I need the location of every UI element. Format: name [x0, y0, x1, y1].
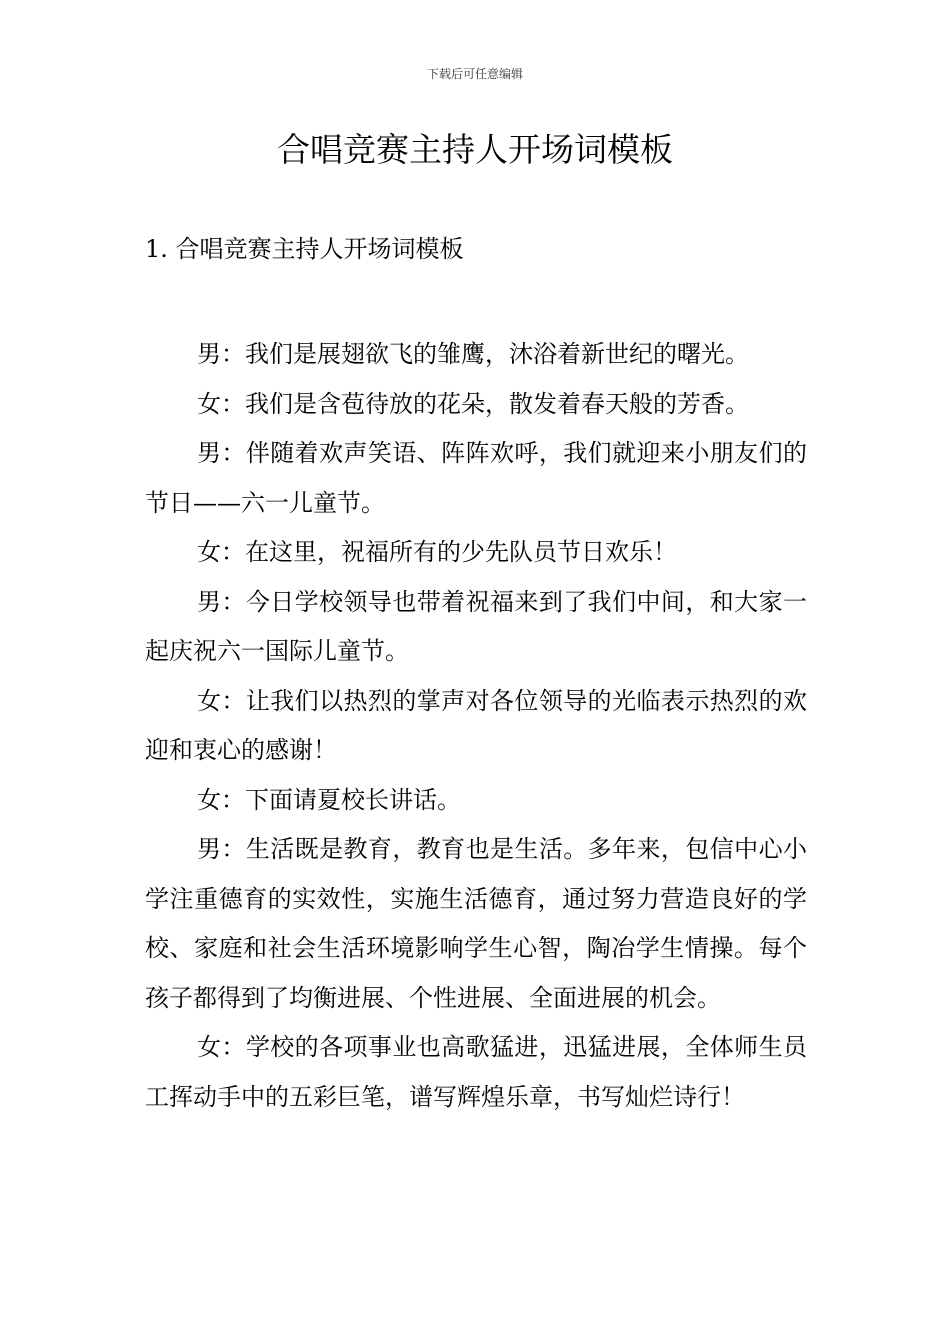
dialogue-paragraph: 男：生活既是教育，教育也是生活。多年来，包信中心小学注重德育的实效性，实施生活德育，通过努力营造良好的学校、家庭和社会生活环境影响学生心智，陶冶学生情操。每个孩子都得到了均衡进展、个性进展、全面进展的机会。	[145, 835, 807, 1012]
document-title: 合唱竞赛主持人开场词模板	[277, 130, 673, 169]
dialogue-paragraph: 女：让我们以热烈的掌声对各位领导的光临表示热烈的欢迎和衷心的感谢！	[145, 686, 807, 764]
header-note: 下载后可任意编辑	[426, 67, 523, 81]
dialogue-paragraph: 女：学校的各项事业也高歌猛进，迅猛进展，全体师生员工挥动手中的五彩巨笔，谱写辉煌乐章，书写灿烂诗行！	[145, 1033, 807, 1111]
dialogue-paragraph: 女：下面请夏校长讲话。	[197, 785, 461, 814]
dialogue-paragraph: 女：我们是含苞待放的花朵，散发着春天般的芳香。	[197, 389, 749, 418]
dialogue-paragraph: 男：伴随着欢声笑语、阵阵欢呼，我们就迎来小朋友们的节日——六一儿童节。	[145, 439, 807, 517]
dialogue-paragraph: 女：在这里，祝福所有的少先队员节日欢乐！	[197, 538, 677, 566]
section-heading: 1. 合唱竞赛主持人开场词模板	[145, 235, 464, 263]
body-text	[145, 330, 807, 1122]
dialogue-paragraph: 男：今日学校领导也带着祝福来到了我们中间，和大家一起庆祝六一国际儿童节。	[145, 587, 807, 665]
dialogue-paragraph: 男：我们是展翅欲飞的雏鹰，沐浴着新世纪的曙光。	[197, 340, 749, 368]
